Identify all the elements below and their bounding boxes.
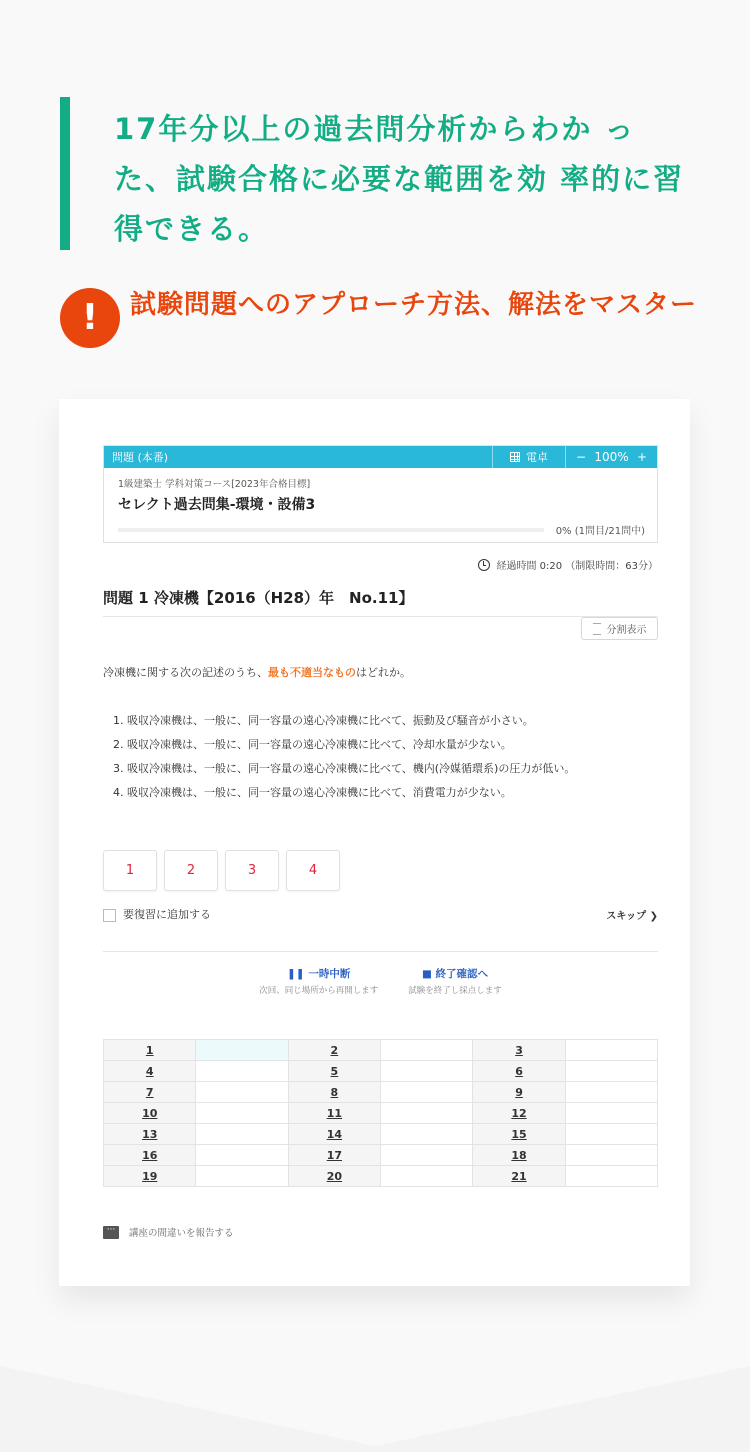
finish-button[interactable] — [408, 966, 502, 996]
question-link[interactable]: 16 — [104, 1145, 196, 1166]
split-view-button[interactable] — [581, 617, 658, 640]
prompt-text: 冷凍機に関する次の記述のうち、 — [103, 666, 268, 679]
question-link[interactable]: 7 — [104, 1082, 196, 1103]
answer-cell — [381, 1166, 473, 1187]
timer-text: 経過時間 0:20 （制限時間：63分） — [496, 561, 658, 572]
grid-row — [104, 1145, 658, 1166]
exam-panel-header — [104, 446, 657, 468]
timer — [103, 557, 658, 572]
progress-label: 0% (1問目/21問中) — [555, 526, 645, 537]
grid-row — [104, 1040, 658, 1061]
review-row — [103, 906, 658, 922]
answer-cell — [565, 1082, 657, 1103]
exam-panel — [103, 445, 658, 543]
answer-cell — [565, 1040, 657, 1061]
zoom-out-button[interactable]: − — [576, 450, 587, 464]
grid-row — [104, 1166, 658, 1187]
question-link[interactable]: 9 — [473, 1082, 565, 1103]
question-link[interactable]: 20 — [288, 1166, 380, 1187]
answer-cell — [381, 1145, 473, 1166]
review-checkbox-label[interactable] — [103, 906, 211, 922]
course-name: 1級建築士 学科対策コース[2023年合格目標] — [118, 479, 311, 490]
question-link[interactable]: 6 — [473, 1061, 565, 1082]
option-list — [103, 709, 658, 805]
answer-cell — [565, 1124, 657, 1145]
question-link[interactable]: 8 — [288, 1082, 380, 1103]
pause-label: ❚❚ 一時中断 — [287, 968, 351, 980]
question-link[interactable]: 11 — [288, 1103, 380, 1124]
calculator-label: 電卓 — [526, 451, 548, 464]
finish-label: ■ 終了確認へ — [421, 968, 489, 980]
grid-row — [104, 1124, 658, 1145]
question-navigation-grid — [103, 1039, 658, 1187]
exam-actions — [103, 966, 658, 996]
answer-cell — [196, 1061, 288, 1082]
question-link[interactable]: 2 — [288, 1040, 380, 1061]
sub-heading — [60, 285, 700, 348]
option-item: 3. 吸収冷凍機は、一般に、同一容量の遠心冷凍機に比べて、機内(冷媒循環系)の圧力が低い。 — [113, 762, 576, 775]
skip-button[interactable]: スキップ ❯ — [606, 910, 658, 922]
question-link[interactable]: 21 — [473, 1166, 565, 1187]
answer-cell — [196, 1166, 288, 1187]
question-set-title: セレクト過去問集-環境・設備3 — [118, 497, 316, 513]
sub-heading-text: 試験問題へのアプローチ方法、解法をマスター — [130, 290, 698, 320]
prompt-highlight: 最も不適当なもの — [268, 666, 356, 679]
pause-description: 次回、同じ場所から再開します — [259, 986, 379, 996]
answer-cell — [196, 1040, 288, 1061]
option-item: 2. 吸収冷凍機は、一般に、同一容量の遠心冷凍機に比べて、冷却水量が少ない。 — [113, 738, 512, 751]
progress-row — [118, 522, 645, 537]
report-error-link[interactable] — [103, 1225, 658, 1239]
calculator-button[interactable] — [492, 446, 565, 468]
headline-text: 17年分以上の過去問分析からわか った、試験合格に必要な範囲を効 率的に習得できる。 — [114, 112, 685, 246]
comment-icon: ··· — [103, 1226, 119, 1239]
answer-cell — [381, 1103, 473, 1124]
zoom-level: 100% — [594, 450, 629, 464]
answer-cell — [196, 1103, 288, 1124]
answer-buttons — [103, 850, 658, 891]
clock-icon — [478, 559, 490, 571]
question-link[interactable]: 10 — [104, 1103, 196, 1124]
question-link[interactable]: 17 — [288, 1145, 380, 1166]
grid-row — [104, 1082, 658, 1103]
question-prompt — [103, 664, 658, 680]
answer-cell — [196, 1145, 288, 1166]
exam-mode-title: 問題 (本番) — [112, 451, 169, 464]
zoom-in-button[interactable]: + — [636, 450, 647, 464]
split-view-icon — [593, 623, 601, 635]
finish-description: 試験を終了し採点します — [408, 986, 502, 996]
question-link[interactable]: 14 — [288, 1124, 380, 1145]
review-label: 要復習に追加する — [123, 908, 211, 921]
feature-heading — [60, 97, 690, 250]
answer-cell — [196, 1124, 288, 1145]
answer-button-1[interactable]: 1 — [103, 850, 157, 891]
answer-cell — [565, 1103, 657, 1124]
answer-cell — [196, 1082, 288, 1103]
answer-button-3[interactable]: 3 — [225, 850, 279, 891]
answer-button-4[interactable]: 4 — [286, 850, 340, 891]
calculator-icon — [510, 452, 520, 462]
question-link[interactable]: 12 — [473, 1103, 565, 1124]
divider — [103, 951, 658, 952]
question-link[interactable]: 1 — [104, 1040, 196, 1061]
question-link[interactable]: 3 — [473, 1040, 565, 1061]
report-label: 講座の間違いを報告する — [129, 1228, 234, 1239]
exclamation-icon: ! — [60, 288, 120, 348]
answer-cell — [565, 1145, 657, 1166]
split-view-label: 分割表示 — [606, 625, 647, 636]
answer-cell — [381, 1061, 473, 1082]
question-link[interactable]: 15 — [473, 1124, 565, 1145]
grid-row — [104, 1061, 658, 1082]
question-title: 問題 1 冷凍機【2016（H28）年 No.11】 — [103, 587, 658, 617]
prompt-text-end: はどれか。 — [356, 666, 411, 679]
option-item: 4. 吸収冷凍機は、一般に、同一容量の遠心冷凍機に比べて、消費電力が少ない。 — [113, 786, 512, 799]
grid-row — [104, 1103, 658, 1124]
pause-button[interactable] — [259, 966, 378, 996]
answer-cell — [565, 1061, 657, 1082]
screenshot-card — [59, 399, 690, 1286]
answer-cell — [381, 1040, 473, 1061]
question-link[interactable]: 4 — [104, 1061, 196, 1082]
zoom-control — [565, 446, 657, 468]
question-link[interactable]: 13 — [104, 1124, 196, 1145]
option-item: 1. 吸収冷凍機は、一般に、同一容量の遠心冷凍機に比べて、振動及び騒音が小さい。 — [113, 714, 534, 727]
question-link[interactable]: 19 — [104, 1166, 196, 1187]
answer-button-2[interactable]: 2 — [164, 850, 218, 891]
answer-cell — [381, 1082, 473, 1103]
review-checkbox[interactable] — [103, 909, 116, 922]
question-link[interactable]: 5 — [288, 1061, 380, 1082]
answer-cell — [381, 1124, 473, 1145]
answer-cell — [565, 1166, 657, 1187]
progress-bar — [118, 528, 544, 532]
question-link[interactable]: 18 — [473, 1145, 565, 1166]
